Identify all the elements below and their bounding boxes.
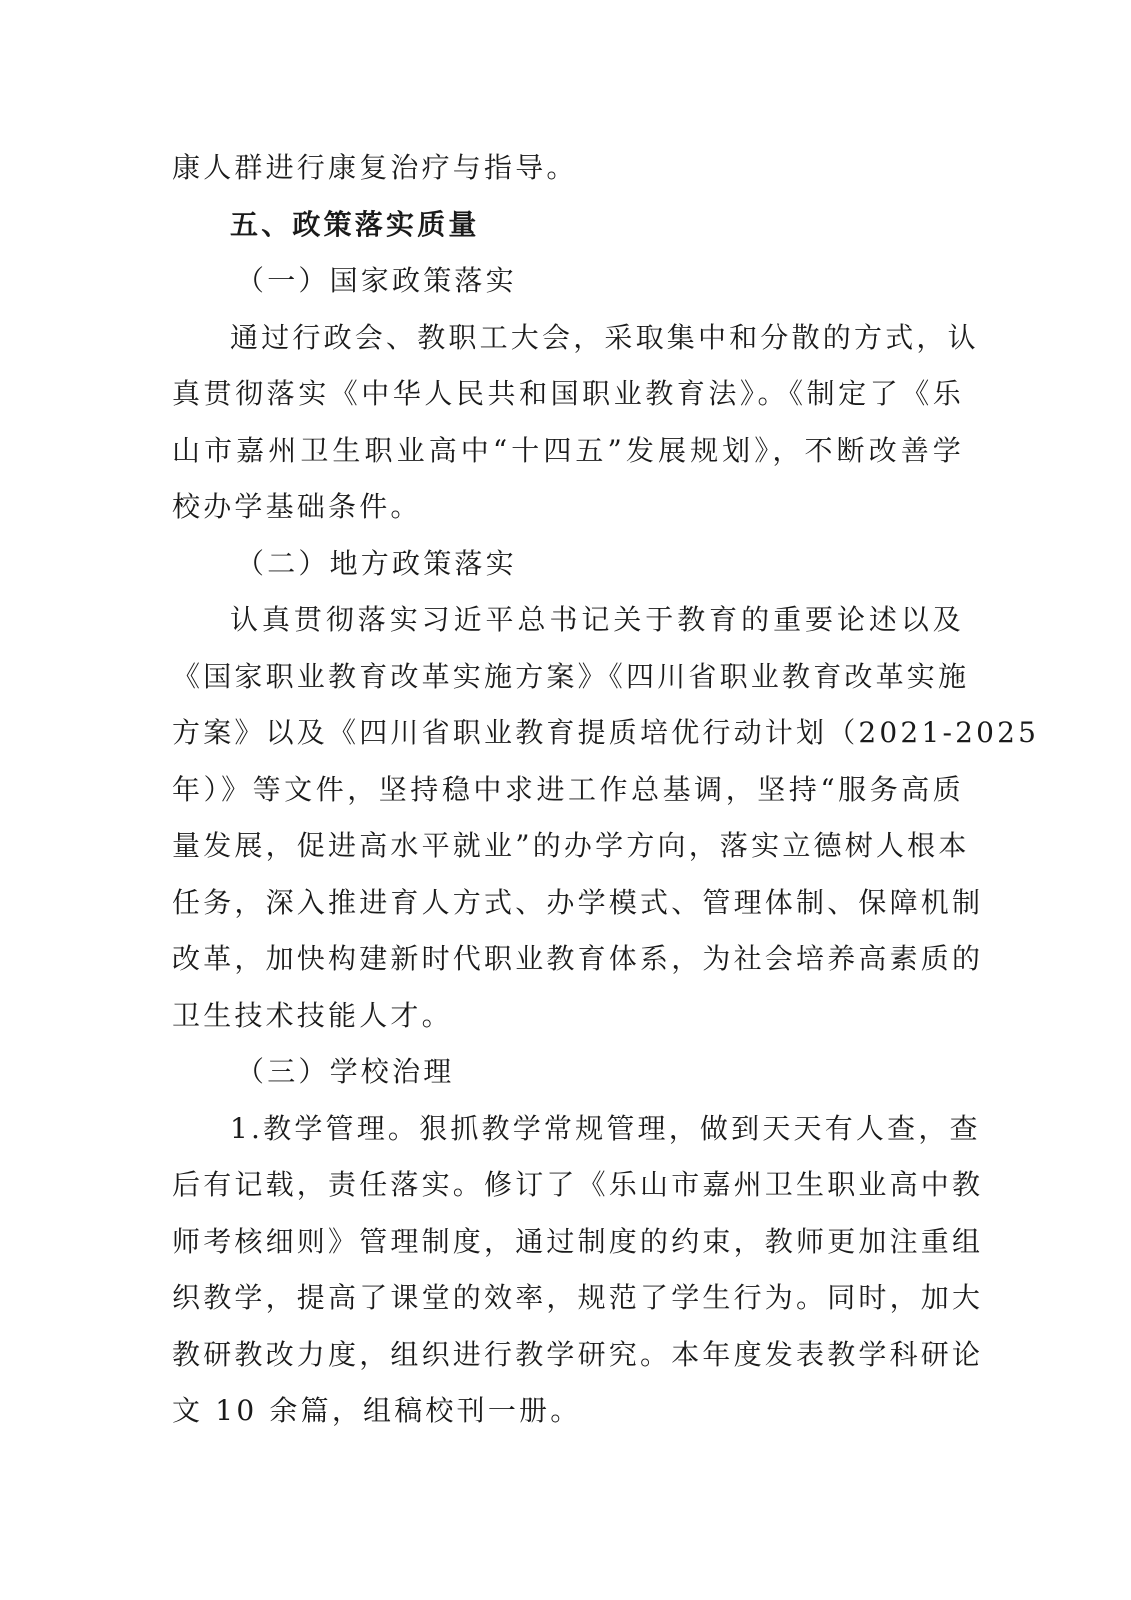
subsection-heading: （二）地方政策落实 [236, 546, 517, 580]
text-line: 织教学，提高了课堂的效率，规范了学生行为。同时，加大 [172, 1281, 984, 1314]
subsection-heading: （一）国家政策落实 [236, 264, 517, 297]
text-line: 任务，深入推进育人方式、办学模式、管理体制、保障机制 [172, 885, 984, 919]
document-page [172, 140, 1040, 1440]
text-line: 方案》以及《四川省职业教育提质培优行动计划（2021-2025 [172, 716, 1040, 749]
text-line: 通过行政会、教职工大会，采取集中和分散的方式，认 [230, 320, 979, 354]
subsection-heading: （三）学校治理 [236, 1055, 455, 1088]
text-line: 卫生技术技能人才。 [172, 998, 453, 1032]
text-line: 教研教改力度，组织进行教学研究。本年度发表教学科研论 [172, 1337, 984, 1371]
text-line: 《国家职业教育改革实施方案》《四川省职业教育改革实施 [172, 659, 970, 693]
text-line: 认真贯彻落实习近平总书记关于教育的重要论述以及 [230, 603, 964, 636]
text-line: 量发展，促进高水平就业”的办学方向，落实立德树人根本 [172, 829, 970, 862]
text-line: 1.教学管理。狠抓教学常规管理，做到天天有人查，查 [230, 1111, 981, 1145]
text-line: 改革，加快构建新时代职业教育体系，为社会培养高素质的 [172, 942, 984, 975]
text-line: 康人群进行康复治疗与指导。 [172, 151, 578, 184]
text-line: 真贯彻落实《中华人民共和国职业教育法》。《制定了《乐 [172, 377, 964, 410]
paragraph-school-governance [172, 1101, 984, 1440]
paragraph-local-policy [172, 592, 1040, 1044]
text-line: 年）》等文件，坚持稳中求进工作总基调，坚持“服务高质 [172, 772, 964, 806]
text-line: 文 10 余篇，组稿校刊一册。 [172, 1394, 582, 1427]
section-heading: 五、政策落实质量 [230, 207, 480, 241]
text-line: 师考核细则》管理制度，通过制度的约束，教师更加注重组 [172, 1224, 984, 1258]
text-line: 山市嘉州卫生职业高中“十四五”发展规划》，不断改善学 [172, 433, 964, 467]
text-line: 后有记载，责任落实。修订了《乐山市嘉州卫生职业高中教 [172, 1168, 984, 1201]
paragraph-national-policy [172, 310, 979, 536]
text-line: 校办学基础条件。 [172, 490, 422, 523]
paragraph-continuation [172, 140, 964, 197]
